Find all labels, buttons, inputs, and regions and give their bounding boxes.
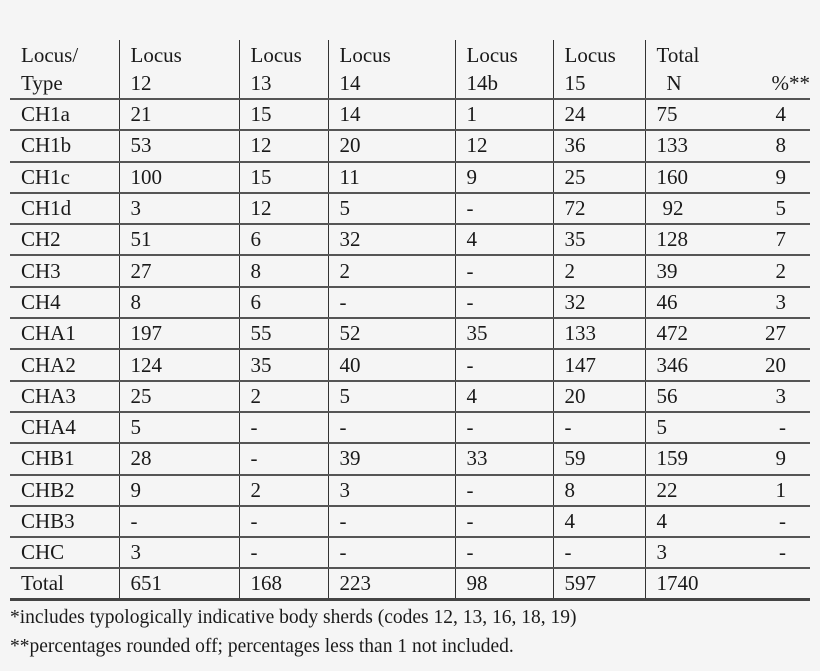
count-cell: - [239, 443, 328, 474]
table-row [10, 255, 810, 286]
count-cell: 25 [553, 162, 645, 193]
count-cell: 39 [328, 443, 455, 474]
count-cell: 6 [239, 224, 328, 255]
count-cell: - [455, 287, 553, 318]
count-cell: - [553, 412, 645, 443]
row-label: CH4 [10, 287, 119, 318]
count-cell: - [119, 506, 239, 537]
footnotes [10, 603, 576, 661]
column-header-line1: Locus [130, 43, 182, 67]
table-row [10, 537, 810, 568]
count-cell: - [239, 412, 328, 443]
count-cell: 20 [553, 381, 645, 412]
count-cell: 22 [656, 477, 678, 502]
row-label: CH1a [10, 99, 119, 130]
count-cell: - [455, 255, 553, 286]
count-cell: - [553, 537, 645, 568]
count-cell: 46 [656, 289, 678, 314]
count-cell: 55 [239, 318, 328, 349]
table-row [10, 443, 810, 474]
count-cell: 346 [656, 352, 688, 377]
count-cell: 3 [119, 193, 239, 224]
count-cell: 51 [119, 224, 239, 255]
count-cell: 39 [656, 258, 678, 283]
row-label: CH2 [10, 224, 119, 255]
column-header [10, 40, 119, 99]
count-cell: 197 [119, 318, 239, 349]
count-cell: 52 [328, 318, 455, 349]
count-cell: - [455, 412, 553, 443]
column-header-line2: 12 [130, 71, 152, 95]
count-cell: 32 [553, 287, 645, 318]
count-cell: - [328, 506, 455, 537]
percent-cell [737, 568, 810, 599]
column-header-line2: %** [771, 71, 810, 95]
count-cell: 597 [553, 568, 645, 599]
count-cell: 128 [656, 227, 688, 252]
column-header-line2: 15 [564, 71, 586, 95]
count-cell: 14 [328, 99, 455, 130]
table-row [10, 287, 810, 318]
count-cell: 1740 [656, 571, 699, 596]
row-label: CHB2 [10, 475, 119, 506]
table-row [10, 381, 810, 412]
percent-cell: 5 [775, 196, 786, 221]
count-cell: 75 [656, 102, 678, 127]
row-label: CHA3 [10, 381, 119, 412]
percent-cell: 27 [765, 321, 786, 346]
row-label: CHA2 [10, 349, 119, 380]
percent-cell: - [779, 540, 786, 565]
count-cell: 2 [239, 381, 328, 412]
count-cell: 3 [656, 540, 667, 565]
row-label: CH1b [10, 130, 119, 161]
column-header [645, 40, 737, 99]
count-cell: 2 [328, 255, 455, 286]
count-cell: 32 [328, 224, 455, 255]
table-row [10, 349, 810, 380]
table-header [10, 40, 810, 99]
count-cell: 147 [553, 349, 645, 380]
column-header-line2: Type [21, 71, 63, 95]
table-row [10, 412, 810, 443]
column-header [737, 40, 810, 99]
row-label: CHB3 [10, 506, 119, 537]
count-cell: 5 [656, 415, 667, 440]
count-cell: 4 [656, 509, 667, 533]
count-cell: 92 [662, 196, 684, 221]
count-cell: - [455, 506, 553, 537]
count-cell: 133 [656, 133, 688, 158]
count-cell: 20 [328, 130, 455, 161]
count-cell: 133 [553, 318, 645, 349]
column-header [455, 40, 553, 99]
count-cell: 40 [328, 349, 455, 380]
column-header-line1: Locus [466, 43, 518, 67]
column-header-line1: Locus [339, 43, 391, 67]
column-header-line2: 14b [466, 71, 498, 95]
count-cell: 160 [656, 164, 688, 189]
percent-cell: 8 [775, 133, 786, 158]
table-row [10, 162, 810, 193]
count-cell: 9 [455, 162, 553, 193]
count-cell: - [328, 537, 455, 568]
count-cell: 6 [239, 287, 328, 318]
count-cell: 159 [656, 446, 688, 471]
percent-cell: - [779, 509, 786, 533]
row-label: CH1d [10, 193, 119, 224]
count-cell: 25 [119, 381, 239, 412]
percent-cell: 9 [775, 446, 786, 471]
footnote-1: *includes typologically indicative body sherds (codes 12, 13, 16, 18, 19) [10, 607, 577, 628]
count-cell: 11 [328, 162, 455, 193]
footnote-2: **percentages rounded off; percentages less than 1 not included. [10, 636, 514, 657]
row-label: Total [10, 568, 119, 599]
count-cell: 651 [119, 568, 239, 599]
percent-cell: - [779, 415, 786, 440]
count-cell: 100 [119, 162, 239, 193]
column-header-line2: 14 [339, 71, 361, 95]
count-cell: - [455, 537, 553, 568]
count-cell: 12 [239, 130, 328, 161]
count-cell: 12 [239, 193, 328, 224]
count-cell: 35 [553, 224, 645, 255]
count-cell: - [455, 349, 553, 380]
column-header-line1: Total [656, 43, 700, 67]
count-cell: 8 [553, 475, 645, 506]
column-header [239, 40, 328, 99]
row-label: CH3 [10, 255, 119, 286]
count-cell: 12 [455, 130, 553, 161]
count-cell: 223 [328, 568, 455, 599]
percent-cell: 9 [775, 164, 786, 189]
count-cell: 35 [239, 349, 328, 380]
count-cell: 9 [119, 475, 239, 506]
column-header [119, 40, 239, 99]
percent-cell: 3 [775, 383, 786, 408]
total-row [10, 568, 810, 599]
count-cell: 72 [553, 193, 645, 224]
column-header-line1: Locus [250, 43, 302, 67]
locus-type-table [10, 40, 810, 601]
count-cell: 35 [455, 318, 553, 349]
count-cell: 472 [656, 321, 688, 346]
count-cell: 15 [239, 162, 328, 193]
table-row [10, 506, 810, 537]
column-header-line1: Locus/ [21, 43, 79, 67]
count-cell: 15 [239, 99, 328, 130]
table-row [10, 475, 810, 506]
column-header-line1 [737, 41, 810, 69]
percent-cell: 1 [775, 477, 786, 502]
count-cell: 21 [119, 99, 239, 130]
table-row [10, 193, 810, 224]
row-label: CHB1 [10, 443, 119, 474]
percent-cell: 7 [775, 227, 786, 252]
column-header [328, 40, 455, 99]
table-row [10, 318, 810, 349]
count-cell: 4 [455, 224, 553, 255]
count-cell: 33 [455, 443, 553, 474]
count-cell: - [455, 193, 553, 224]
percent-cell: 4 [775, 102, 786, 127]
count-cell: 124 [119, 349, 239, 380]
count-cell: 56 [656, 383, 678, 408]
count-cell: - [239, 506, 328, 537]
count-cell: 28 [119, 443, 239, 474]
percent-cell: 2 [775, 258, 786, 283]
count-cell: 98 [455, 568, 553, 599]
column-header-line1: Locus [564, 43, 616, 67]
count-cell: 27 [119, 255, 239, 286]
count-cell: 168 [239, 568, 328, 599]
count-cell: - [328, 287, 455, 318]
column-header [553, 40, 645, 99]
row-label: CHC [10, 537, 119, 568]
count-cell: 24 [553, 99, 645, 130]
count-cell: 8 [239, 255, 328, 286]
count-cell: 36 [553, 130, 645, 161]
count-cell: 5 [328, 193, 455, 224]
count-cell: 2 [239, 475, 328, 506]
table-row [10, 130, 810, 161]
count-cell: - [239, 537, 328, 568]
count-cell: - [455, 475, 553, 506]
count-cell: 3 [328, 475, 455, 506]
count-cell: - [328, 412, 455, 443]
count-cell: 4 [455, 381, 553, 412]
count-cell: 5 [119, 412, 239, 443]
count-cell: 3 [119, 537, 239, 568]
count-cell: 8 [119, 287, 239, 318]
table-row [10, 224, 810, 255]
row-label: CHA1 [10, 318, 119, 349]
count-cell: 53 [119, 130, 239, 161]
table-row [10, 99, 810, 130]
row-label: CHA4 [10, 412, 119, 443]
table-body [10, 99, 810, 600]
header-row [10, 40, 810, 99]
count-cell: 2 [553, 255, 645, 286]
column-header-line2: 13 [250, 71, 272, 95]
count-cell: 59 [553, 443, 645, 474]
row-label: CH1c [10, 162, 119, 193]
count-cell: 1 [455, 99, 553, 130]
percent-cell: 3 [775, 289, 786, 314]
count-cell: 5 [328, 381, 455, 412]
percent-cell: 20 [765, 352, 786, 377]
column-header-line2: N [666, 71, 682, 95]
count-cell: 4 [553, 506, 645, 537]
